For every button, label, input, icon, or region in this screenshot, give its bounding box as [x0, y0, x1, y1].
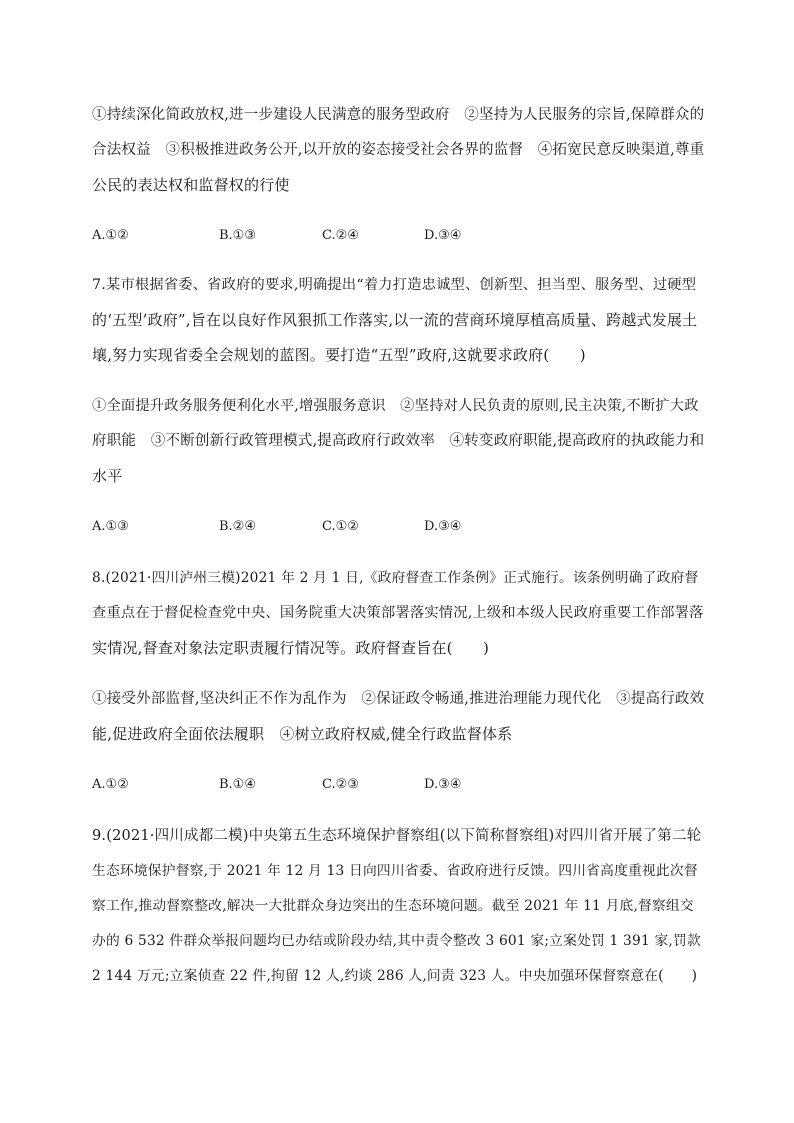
q6-choice-line-2: 合法权益 ③积极推进政务公开,以开放的姿态接受社会各界的监督 ④拓宽民意反映渠道,尊重	[92, 142, 705, 158]
q6-option-b[interactable]: B.①③	[219, 228, 256, 243]
q8-option-d[interactable]: D.③④	[424, 777, 462, 792]
q7-option-a[interactable]: A.①③	[92, 519, 129, 534]
q7-stem-line-2: 的‘五型’政府”,旨在以良好作风狠抓工作落实,以一流的营商环境厚植高质量、跨越式发展土	[92, 311, 698, 329]
q6-option-d[interactable]: D.③④	[424, 228, 462, 243]
q8-option-a[interactable]: A.①②	[92, 777, 129, 792]
q8-choice-line-1: ①接受外部监督,坚决纠正不作为乱作为 ②保证政令畅通,推进治理能力现代化 ③提高行政效	[92, 691, 705, 707]
q8-option-c[interactable]: C.②③	[322, 777, 359, 792]
q8-stem-line-1: 8.(2021·四川泸州三模)2021 年 2 月 1 日,《政府督查工作条例》正式施行。该条例明确了政府督	[92, 570, 699, 586]
q8-option-b[interactable]: B.①④	[219, 777, 256, 792]
q8-stem-line-3: 实情况,督查对象法定职责履行情况等。政府督查旨在( )	[92, 639, 490, 657]
q6-choice-line-3: 公民的表达权和监督权的行使	[92, 176, 290, 194]
q7-option-c[interactable]: C.①②	[322, 519, 359, 534]
q7-choice-line-3: 水平	[92, 467, 123, 485]
q7-option-d[interactable]: D.③④	[424, 519, 462, 534]
q7-choice-line-1: ①全面提升政务服务便利化水平,增强服务意识 ②坚持对人民负责的原则,民主决策,不断扩大政	[92, 398, 699, 414]
q6-option-a[interactable]: A.①②	[92, 228, 129, 243]
q6-option-c[interactable]: C.②④	[322, 228, 359, 243]
q9-stem-line-1: 9.(2021·四川成都二模)中央第五生态环境保护督察组(以下简称督察组)对四川省开展了第二轮	[92, 828, 702, 844]
q7-stem-line-3: 壤,努力实现省委全会规划的蓝图。要打造“五型”政府,这就要求政府( )	[92, 346, 586, 364]
q6-choice-line-1: ①持续深化简政放权,进一步建设人民满意的服务型政府 ②坚持为人民服务的宗旨,保障群众的	[92, 107, 705, 123]
q9-stem-line-5: 2 144 万元;立案侦查 22 件,拘留 12 人,约谈 286 人,问责 323 人。中央加强环保督察意在( )	[92, 968, 698, 984]
q7-option-b[interactable]: B.②④	[219, 519, 256, 534]
q9-stem-line-3: 察工作,推动督察整改,解决一大批群众身边突出的生态环境问题。截至 2021 年 11 月底,督察组交	[92, 898, 694, 914]
q8-choice-line-2: 能,促进政府全面依法履职 ④树立政府权威,健全行政监督体系	[92, 725, 513, 743]
q9-stem-line-4: 办的 6 532 件群众举报问题均已办结或阶段办结,其中责令整改 3 601 家;立案处罚 1 391 家,罚款	[92, 933, 701, 949]
q8-stem-line-2: 查重点在于督促检查党中央、国务院重大决策部署落实情况,上级和本级人民政府重要工作部署落	[92, 605, 704, 621]
q7-stem-line-1: 7.某市根据省委、省政府的要求,明确提出“着力打造忠诚型、创新型、担当型、服务型、过硬型	[92, 277, 697, 293]
q7-choice-line-2: 府职能 ③不断创新行政管理模式,提高政府行政效率 ④转变政府职能,提高政府的执政能力和	[92, 433, 705, 449]
q9-stem-line-2: 生态环境保护督察,于 2021 年 12 月 13 日向四川省委、省政府进行反馈。四川省高度重视此次督	[92, 863, 698, 879]
